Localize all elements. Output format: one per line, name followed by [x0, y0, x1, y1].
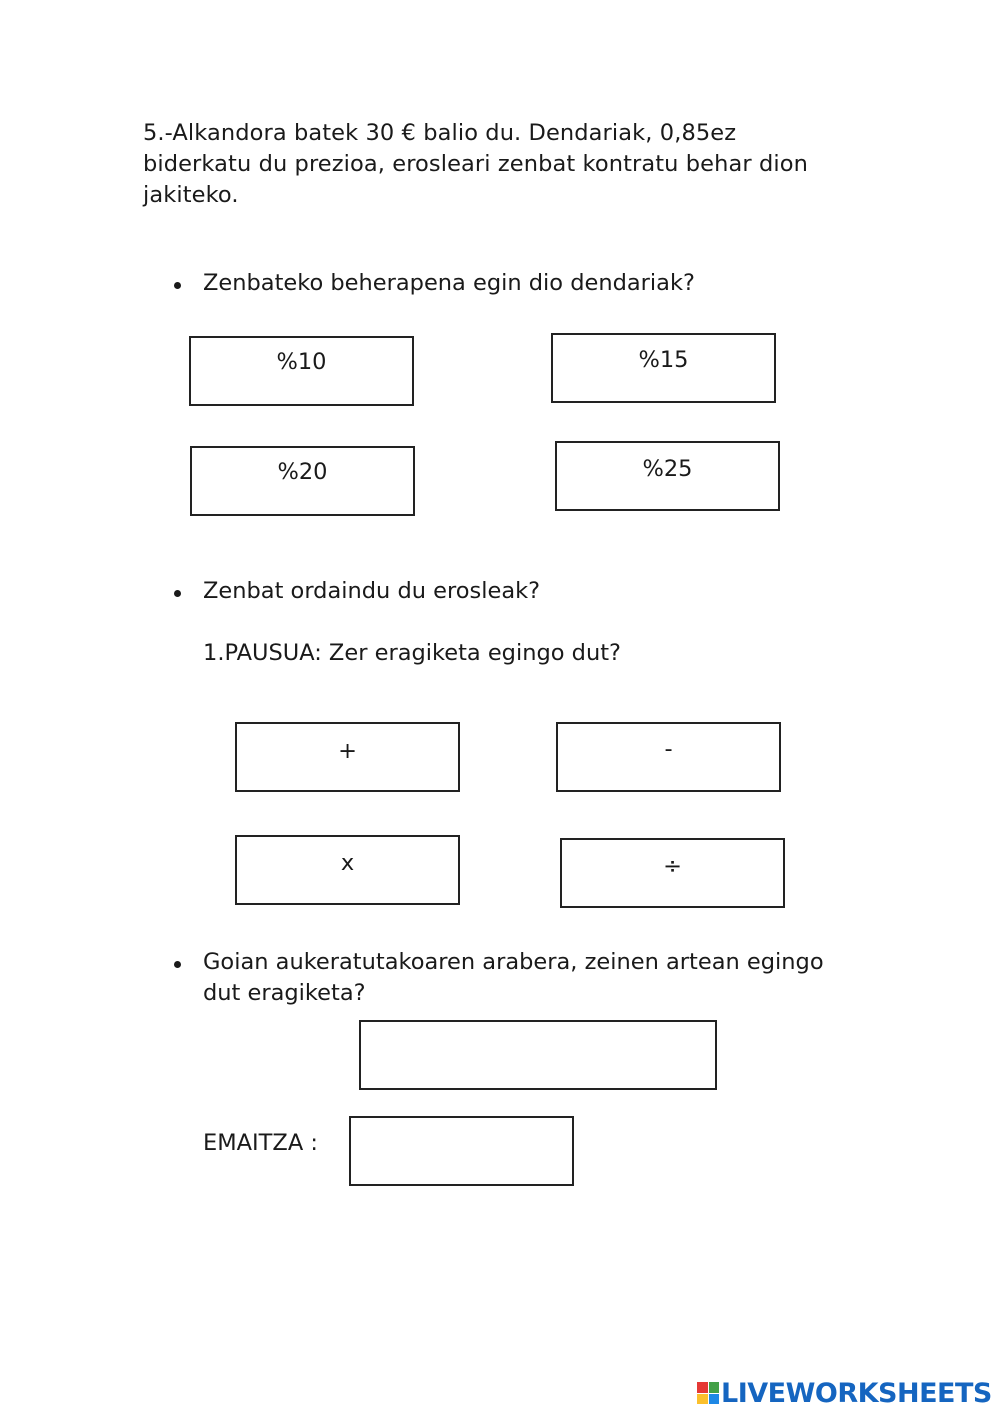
liveworksheets-wordmark: LIVEWORKSHEETS: [721, 1377, 992, 1409]
mark-square-red: [697, 1382, 708, 1393]
option-box-15-percent[interactable]: [551, 333, 776, 403]
operation-label: x: [340, 850, 355, 876]
mark-square-blue: [709, 1394, 720, 1405]
operation-label: -: [664, 736, 673, 762]
intro-line-2: biderkatu du prezioa, erosleari zenbat kontratu behar dion: [143, 151, 808, 177]
intro-line-3: jakiteko.: [143, 182, 239, 208]
step-1-text: 1.PAUSUA: Zer eragiketa egingo dut?: [203, 640, 621, 666]
result-answer-box[interactable]: [349, 1116, 574, 1186]
mark-square-green: [709, 1382, 720, 1393]
operation-box-minus[interactable]: [556, 722, 781, 792]
option-box-20-percent[interactable]: [190, 446, 415, 516]
option-label: %10: [276, 349, 327, 375]
result-answer-value: [351, 1118, 572, 1129]
operation-box-divide[interactable]: [560, 838, 785, 908]
operands-answer-box[interactable]: [359, 1020, 717, 1090]
result-label: EMAITZA :: [203, 1130, 318, 1156]
question-3-line-1: Goian aukeratutakoaren arabera, zeinen artean egingo: [203, 949, 824, 975]
bullet-icon: [174, 961, 181, 968]
operation-label: ÷: [663, 853, 682, 879]
option-label: %20: [277, 459, 328, 485]
problem-statement: [143, 118, 863, 211]
option-label: %15: [638, 347, 689, 373]
intro-line-1: 5.-Alkandora batek 30 € balio du. Dendariak, 0,85ez: [143, 120, 737, 146]
option-box-10-percent[interactable]: [189, 336, 414, 406]
liveworksheets-logo: [697, 1378, 992, 1408]
option-label: %25: [642, 456, 693, 482]
mark-square-yellow: [697, 1394, 708, 1405]
operation-box-plus[interactable]: [235, 722, 460, 792]
liveworksheets-mark-icon: [697, 1382, 719, 1404]
operation-box-multiply[interactable]: [235, 835, 460, 905]
question-3-line-2: dut eragiketa?: [203, 980, 366, 1006]
question-1-text: Zenbateko beherapena egin dio dendariak?: [203, 270, 695, 296]
question-2-text: Zenbat ordaindu du erosleak?: [203, 578, 541, 604]
bullet-icon: [174, 282, 181, 289]
option-box-25-percent[interactable]: [555, 441, 780, 511]
operation-label: +: [338, 738, 357, 764]
operands-answer-value: [361, 1022, 715, 1033]
bullet-icon: [174, 590, 181, 597]
